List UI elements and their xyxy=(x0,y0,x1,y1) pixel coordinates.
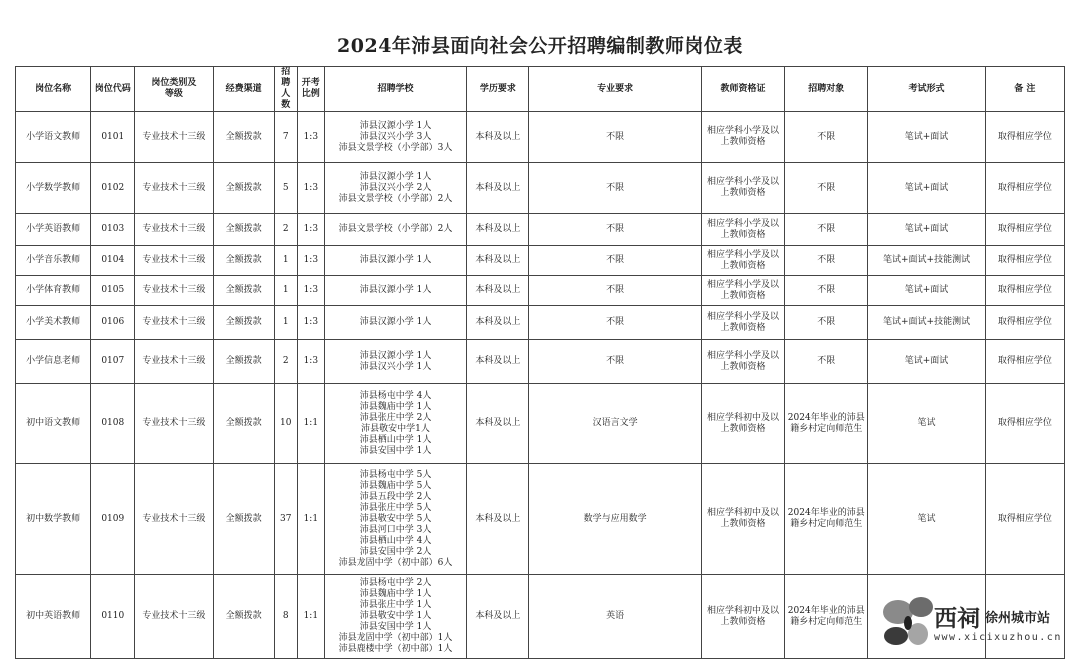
header-cell: 招聘人数 xyxy=(274,67,297,112)
school-cell-line: 沛县龙固中学（初中部）6人 xyxy=(338,557,453,568)
certificate-cell-line: 上教师资格 xyxy=(720,519,766,529)
funding-cell: 全额拨款 xyxy=(213,340,274,384)
education-cell: 本科及以上 xyxy=(467,340,529,384)
exam-format-cell: 笔试+面试+技能测试 xyxy=(868,306,985,340)
education-cell: 本科及以上 xyxy=(467,112,529,163)
position-code-cell: 0110 xyxy=(91,575,135,659)
certificate-cell-line: 相应学科小学及以 xyxy=(707,249,780,260)
school-cell-line: 沛县河口中学 3人 xyxy=(359,524,432,535)
position-code-cell: 0105 xyxy=(91,276,135,306)
hire-count-cell: 2 xyxy=(274,214,297,246)
target-cell-line: 不限 xyxy=(817,255,836,265)
major-cell: 不限 xyxy=(529,340,701,384)
exam-format-cell: 笔试 xyxy=(868,384,985,464)
certificate-cell-line: 上教师资格 xyxy=(720,229,766,240)
school-cell xyxy=(324,276,466,306)
major-cell: 不限 xyxy=(529,112,701,163)
school-cell-line: 沛县汉兴小学 2人 xyxy=(359,182,432,193)
hire-count-cell: 5 xyxy=(274,163,297,214)
position-code-cell: 0107 xyxy=(91,340,135,384)
position-category-cell: 专业技术十三级 xyxy=(135,340,213,384)
position-category-cell: 专业技术十三级 xyxy=(135,384,213,464)
education-cell: 本科及以上 xyxy=(467,276,529,306)
watermark-brand: 西祠 xyxy=(934,606,980,632)
target-cell-line: 2024年毕业的沛县 xyxy=(787,412,865,423)
school-cell-line: 沛县汉源小学 1人 xyxy=(359,317,432,327)
header-cell: 教师资格证 xyxy=(701,67,784,112)
position-code-cell: 0101 xyxy=(91,112,135,163)
major-cell: 不限 xyxy=(529,163,701,214)
certificate-cell xyxy=(701,575,784,659)
position-category-cell: 专业技术十三级 xyxy=(135,276,213,306)
target-cell xyxy=(785,340,868,384)
school-cell-line: 沛县杨屯中学 5人 xyxy=(359,469,432,480)
header-cell: 招聘学校 xyxy=(324,67,466,112)
position-category-cell: 专业技术十三级 xyxy=(135,112,213,163)
exam-ratio-cell: 1:3 xyxy=(297,163,324,214)
remark-cell: 取得相应学位 xyxy=(985,112,1064,163)
remark-cell: 取得相应学位 xyxy=(985,306,1064,340)
school-cell xyxy=(324,384,466,464)
position-category-cell: 专业技术十三级 xyxy=(135,246,213,276)
school-cell-line: 沛县敬安中学 1人 xyxy=(359,611,432,621)
certificate-cell-line: 上教师资格 xyxy=(720,137,766,147)
table-row xyxy=(16,214,1065,246)
school-cell-line: 沛县魏庙中学 1人 xyxy=(359,401,432,412)
school-cell-line: 沛县魏庙中学 1人 xyxy=(359,589,432,599)
target-cell xyxy=(785,163,868,214)
exam-format-cell: 笔试+面试 xyxy=(868,214,985,246)
school-cell xyxy=(324,340,466,384)
remark-cell: 取得相应学位 xyxy=(985,163,1064,214)
target-cell xyxy=(785,384,868,464)
position-code-cell: 0108 xyxy=(91,384,135,464)
exam-ratio-cell: 1:1 xyxy=(297,384,324,464)
position-code-cell: 0102 xyxy=(91,163,135,214)
school-cell-line: 沛县汉源小学 1人 xyxy=(359,350,432,361)
header-cell: 开考比例 xyxy=(297,67,324,112)
hire-count-cell: 7 xyxy=(274,112,297,163)
table-header-row xyxy=(16,67,1065,112)
exam-ratio-cell: 1:1 xyxy=(297,464,324,575)
major-cell: 数学与应用数学 xyxy=(529,464,701,575)
target-cell-line: 籍乡村定向师范生 xyxy=(790,616,863,627)
target-cell-line: 不限 xyxy=(817,285,836,295)
target-cell-line: 不限 xyxy=(817,356,836,366)
exam-format-cell: 笔试+面试 xyxy=(868,163,985,214)
hire-count-cell: 1 xyxy=(274,306,297,340)
hire-count-cell: 1 xyxy=(274,276,297,306)
header-cell: 岗位名称 xyxy=(16,67,91,112)
funding-cell: 全额拨款 xyxy=(213,306,274,340)
certificate-cell-line: 上教师资格 xyxy=(720,361,766,372)
certificate-cell-line: 相应学科小学及以 xyxy=(707,311,780,322)
table-row xyxy=(16,163,1065,214)
job-table xyxy=(15,66,1065,659)
target-cell-line: 2024年毕业的沛县 xyxy=(787,605,865,616)
major-cell: 不限 xyxy=(529,246,701,276)
position-name-cell: 初中英语教师 xyxy=(16,575,91,659)
position-category-cell: 专业技术十三级 xyxy=(135,306,213,340)
target-cell-line: 不限 xyxy=(817,182,836,193)
school-cell xyxy=(324,464,466,575)
certificate-cell xyxy=(701,384,784,464)
position-code-cell: 0103 xyxy=(91,214,135,246)
school-cell-line: 沛县文景学校（小学部）2人 xyxy=(338,224,453,234)
certificate-cell-line: 上教师资格 xyxy=(720,260,766,271)
school-cell-line: 沛县杨屯中学 4人 xyxy=(359,390,432,401)
school-cell-line: 沛县张庄中学 1人 xyxy=(359,600,432,610)
position-name-cell: 小学音乐教师 xyxy=(16,246,91,276)
school-cell-line: 沛县栖山中学 1人 xyxy=(359,434,432,445)
certificate-cell-line: 上教师资格 xyxy=(720,188,766,198)
certificate-cell-line: 上教师资格 xyxy=(720,322,766,333)
school-cell xyxy=(324,214,466,246)
certificate-cell-line: 相应学科初中及以 xyxy=(707,605,780,616)
target-cell-line: 不限 xyxy=(817,224,836,234)
funding-cell: 全额拨款 xyxy=(213,214,274,246)
target-cell-line: 籍乡村定向师范生 xyxy=(790,519,863,529)
school-cell xyxy=(324,306,466,340)
header-cell: 招聘对象 xyxy=(785,67,868,112)
remark-cell: 取得相应学位 xyxy=(985,276,1064,306)
table-row xyxy=(16,306,1065,340)
position-code-cell: 0104 xyxy=(91,246,135,276)
exam-ratio-cell: 1:3 xyxy=(297,246,324,276)
position-name-cell: 初中数学教师 xyxy=(16,464,91,575)
header-cell: 学历要求 xyxy=(467,67,529,112)
funding-cell: 全额拨款 xyxy=(213,575,274,659)
target-cell xyxy=(785,112,868,163)
remark-cell: 取得相应学位 xyxy=(985,246,1064,276)
table-row xyxy=(16,112,1065,163)
funding-cell: 全额拨款 xyxy=(213,246,274,276)
funding-cell: 全额拨款 xyxy=(213,384,274,464)
exam-ratio-cell: 1:3 xyxy=(297,340,324,384)
header-cell: 岗位代码 xyxy=(91,67,135,112)
watermark-url: www.xicixuzhou.cn xyxy=(934,632,1062,643)
watermark-city: 徐州城市站 xyxy=(985,611,1051,626)
position-category-cell: 专业技术十三级 xyxy=(135,575,213,659)
certificate-cell-line: 上教师资格 xyxy=(720,616,766,627)
position-name-cell: 小学数学教师 xyxy=(16,163,91,214)
table-row xyxy=(16,384,1065,464)
funding-cell: 全额拨款 xyxy=(213,163,274,214)
exam-format-cell: 笔试 xyxy=(868,464,985,575)
major-cell: 英语 xyxy=(529,575,701,659)
position-category-cell: 专业技术十三级 xyxy=(135,163,213,214)
education-cell: 本科及以上 xyxy=(467,384,529,464)
certificate-cell-line: 相应学科初中及以 xyxy=(707,412,780,423)
remark-cell: 取得相应学位 xyxy=(985,384,1064,464)
target-cell-line: 2024年毕业的沛县 xyxy=(787,508,865,518)
education-cell: 本科及以上 xyxy=(467,306,529,340)
exam-format-cell: 笔试+面试 xyxy=(868,340,985,384)
school-cell-line: 沛县敬安中学1人 xyxy=(361,423,430,434)
position-code-cell: 0106 xyxy=(91,306,135,340)
certificate-cell xyxy=(701,340,784,384)
education-cell: 本科及以上 xyxy=(467,214,529,246)
education-cell: 本科及以上 xyxy=(467,163,529,214)
exam-ratio-cell: 1:1 xyxy=(297,575,324,659)
position-name-cell: 小学美术教师 xyxy=(16,306,91,340)
certificate-cell-line: 相应学科小学及以 xyxy=(707,126,780,136)
school-cell-line: 沛县鹿楼中学（初中部）1人 xyxy=(338,644,453,654)
certificate-cell xyxy=(701,306,784,340)
certificate-cell xyxy=(701,163,784,214)
school-cell xyxy=(324,112,466,163)
remark-cell: 取得相应学位 xyxy=(985,214,1064,246)
target-cell xyxy=(785,276,868,306)
exam-format-cell: 笔试+面试 xyxy=(868,276,985,306)
school-cell-line: 沛县安国中学 1人 xyxy=(359,622,432,632)
exam-ratio-cell: 1:3 xyxy=(297,214,324,246)
exam-ratio-cell: 1:3 xyxy=(297,276,324,306)
hire-count-cell: 1 xyxy=(274,246,297,276)
school-cell-line: 沛县魏庙中学 5人 xyxy=(359,480,432,491)
school-cell-line: 沛县汉源小学 1人 xyxy=(359,285,432,295)
position-name-cell: 小学语文教师 xyxy=(16,112,91,163)
education-cell: 本科及以上 xyxy=(467,246,529,276)
watermark xyxy=(874,594,1074,656)
certificate-cell-line: 相应学科初中及以 xyxy=(707,508,780,518)
table-row xyxy=(16,464,1065,575)
target-cell-line: 不限 xyxy=(817,131,836,142)
position-name-cell: 初中语文教师 xyxy=(16,384,91,464)
table-row xyxy=(16,276,1065,306)
school-cell-line: 沛县张庄中学 5人 xyxy=(359,502,432,513)
hire-count-cell: 10 xyxy=(274,384,297,464)
header-cell: 考试形式 xyxy=(868,67,985,112)
position-name-cell: 小学信息老师 xyxy=(16,340,91,384)
table-row xyxy=(16,340,1065,384)
school-cell-line: 沛县杨屯中学 2人 xyxy=(359,578,432,588)
header-cell: 专业要求 xyxy=(529,67,701,112)
hire-count-cell: 2 xyxy=(274,340,297,384)
target-cell xyxy=(785,214,868,246)
position-category-cell: 专业技术十三级 xyxy=(135,214,213,246)
exam-ratio-cell: 1:3 xyxy=(297,112,324,163)
school-cell xyxy=(324,575,466,659)
target-cell xyxy=(785,464,868,575)
position-category-cell: 专业技术十三级 xyxy=(135,464,213,575)
school-cell-line: 沛县文景学校（小学部）2人 xyxy=(338,193,453,204)
certificate-cell xyxy=(701,112,784,163)
target-cell-line: 不限 xyxy=(817,317,836,327)
school-cell-line: 沛县文景学校（小学部）3人 xyxy=(338,142,453,153)
school-cell xyxy=(324,163,466,214)
funding-cell: 全额拨款 xyxy=(213,112,274,163)
butterfly-logo-icon xyxy=(878,594,938,652)
page-title: 2024年沛县面向社会公开招聘编制教师岗位表 xyxy=(337,35,743,57)
target-cell xyxy=(785,306,868,340)
remark-cell: 取得相应学位 xyxy=(985,340,1064,384)
school-cell-line: 沛县汉源小学 1人 xyxy=(359,171,432,182)
certificate-cell xyxy=(701,246,784,276)
header-cell: 备 注 xyxy=(985,67,1064,112)
exam-format-cell: 笔试+面试+技能测试 xyxy=(868,246,985,276)
certificate-cell xyxy=(701,464,784,575)
remark-cell: 取得相应学位 xyxy=(985,464,1064,575)
table-row xyxy=(16,246,1065,276)
target-cell xyxy=(785,246,868,276)
school-cell-line: 沛县安国中学 2人 xyxy=(359,546,432,557)
certificate-cell-line: 相应学科小学及以 xyxy=(707,218,780,229)
certificate-cell-line: 上教师资格 xyxy=(720,423,766,434)
school-cell-line: 沛县栖山中学 4人 xyxy=(359,535,432,546)
education-cell: 本科及以上 xyxy=(467,575,529,659)
funding-cell: 全额拨款 xyxy=(213,464,274,575)
target-cell-line: 籍乡村定向师范生 xyxy=(790,423,863,434)
target-cell xyxy=(785,575,868,659)
certificate-cell xyxy=(701,276,784,306)
school-cell-line: 沛县安国中学 1人 xyxy=(359,445,432,456)
school-cell-line: 沛县张庄中学 2人 xyxy=(359,412,432,423)
exam-format-cell: 笔试+面试 xyxy=(868,112,985,163)
funding-cell: 全额拨款 xyxy=(213,276,274,306)
school-cell-line: 沛县五段中学 2人 xyxy=(359,491,432,502)
certificate-cell xyxy=(701,214,784,246)
major-cell: 不限 xyxy=(529,306,701,340)
exam-ratio-cell: 1:3 xyxy=(297,306,324,340)
position-code-cell: 0109 xyxy=(91,464,135,575)
position-name-cell: 小学体育教师 xyxy=(16,276,91,306)
major-cell: 不限 xyxy=(529,276,701,306)
certificate-cell-line: 上教师资格 xyxy=(720,290,766,301)
position-name-cell: 小学英语教师 xyxy=(16,214,91,246)
header-cell: 岗位类别及等级 xyxy=(135,67,213,112)
header-cell: 经费渠道 xyxy=(213,67,274,112)
certificate-cell-line: 相应学科小学及以 xyxy=(707,350,780,361)
school-cell-line: 沛县龙固中学（初中部）1人 xyxy=(338,633,453,643)
school-cell-line: 沛县敬安中学 5人 xyxy=(359,513,432,524)
hire-count-cell: 8 xyxy=(274,575,297,659)
education-cell: 本科及以上 xyxy=(467,464,529,575)
major-cell: 不限 xyxy=(529,214,701,246)
school-cell-line: 沛县汉兴小学 1人 xyxy=(359,361,432,372)
school-cell xyxy=(324,246,466,276)
certificate-cell-line: 相应学科小学及以 xyxy=(707,177,780,187)
hire-count-cell: 37 xyxy=(274,464,297,575)
school-cell-line: 沛县汉源小学 1人 xyxy=(359,255,432,265)
certificate-cell-line: 相应学科小学及以 xyxy=(707,279,780,290)
school-cell-line: 沛县汉兴小学 3人 xyxy=(359,131,432,142)
major-cell: 汉语言文学 xyxy=(529,384,701,464)
school-cell-line: 沛县汉源小学 1人 xyxy=(359,120,432,131)
